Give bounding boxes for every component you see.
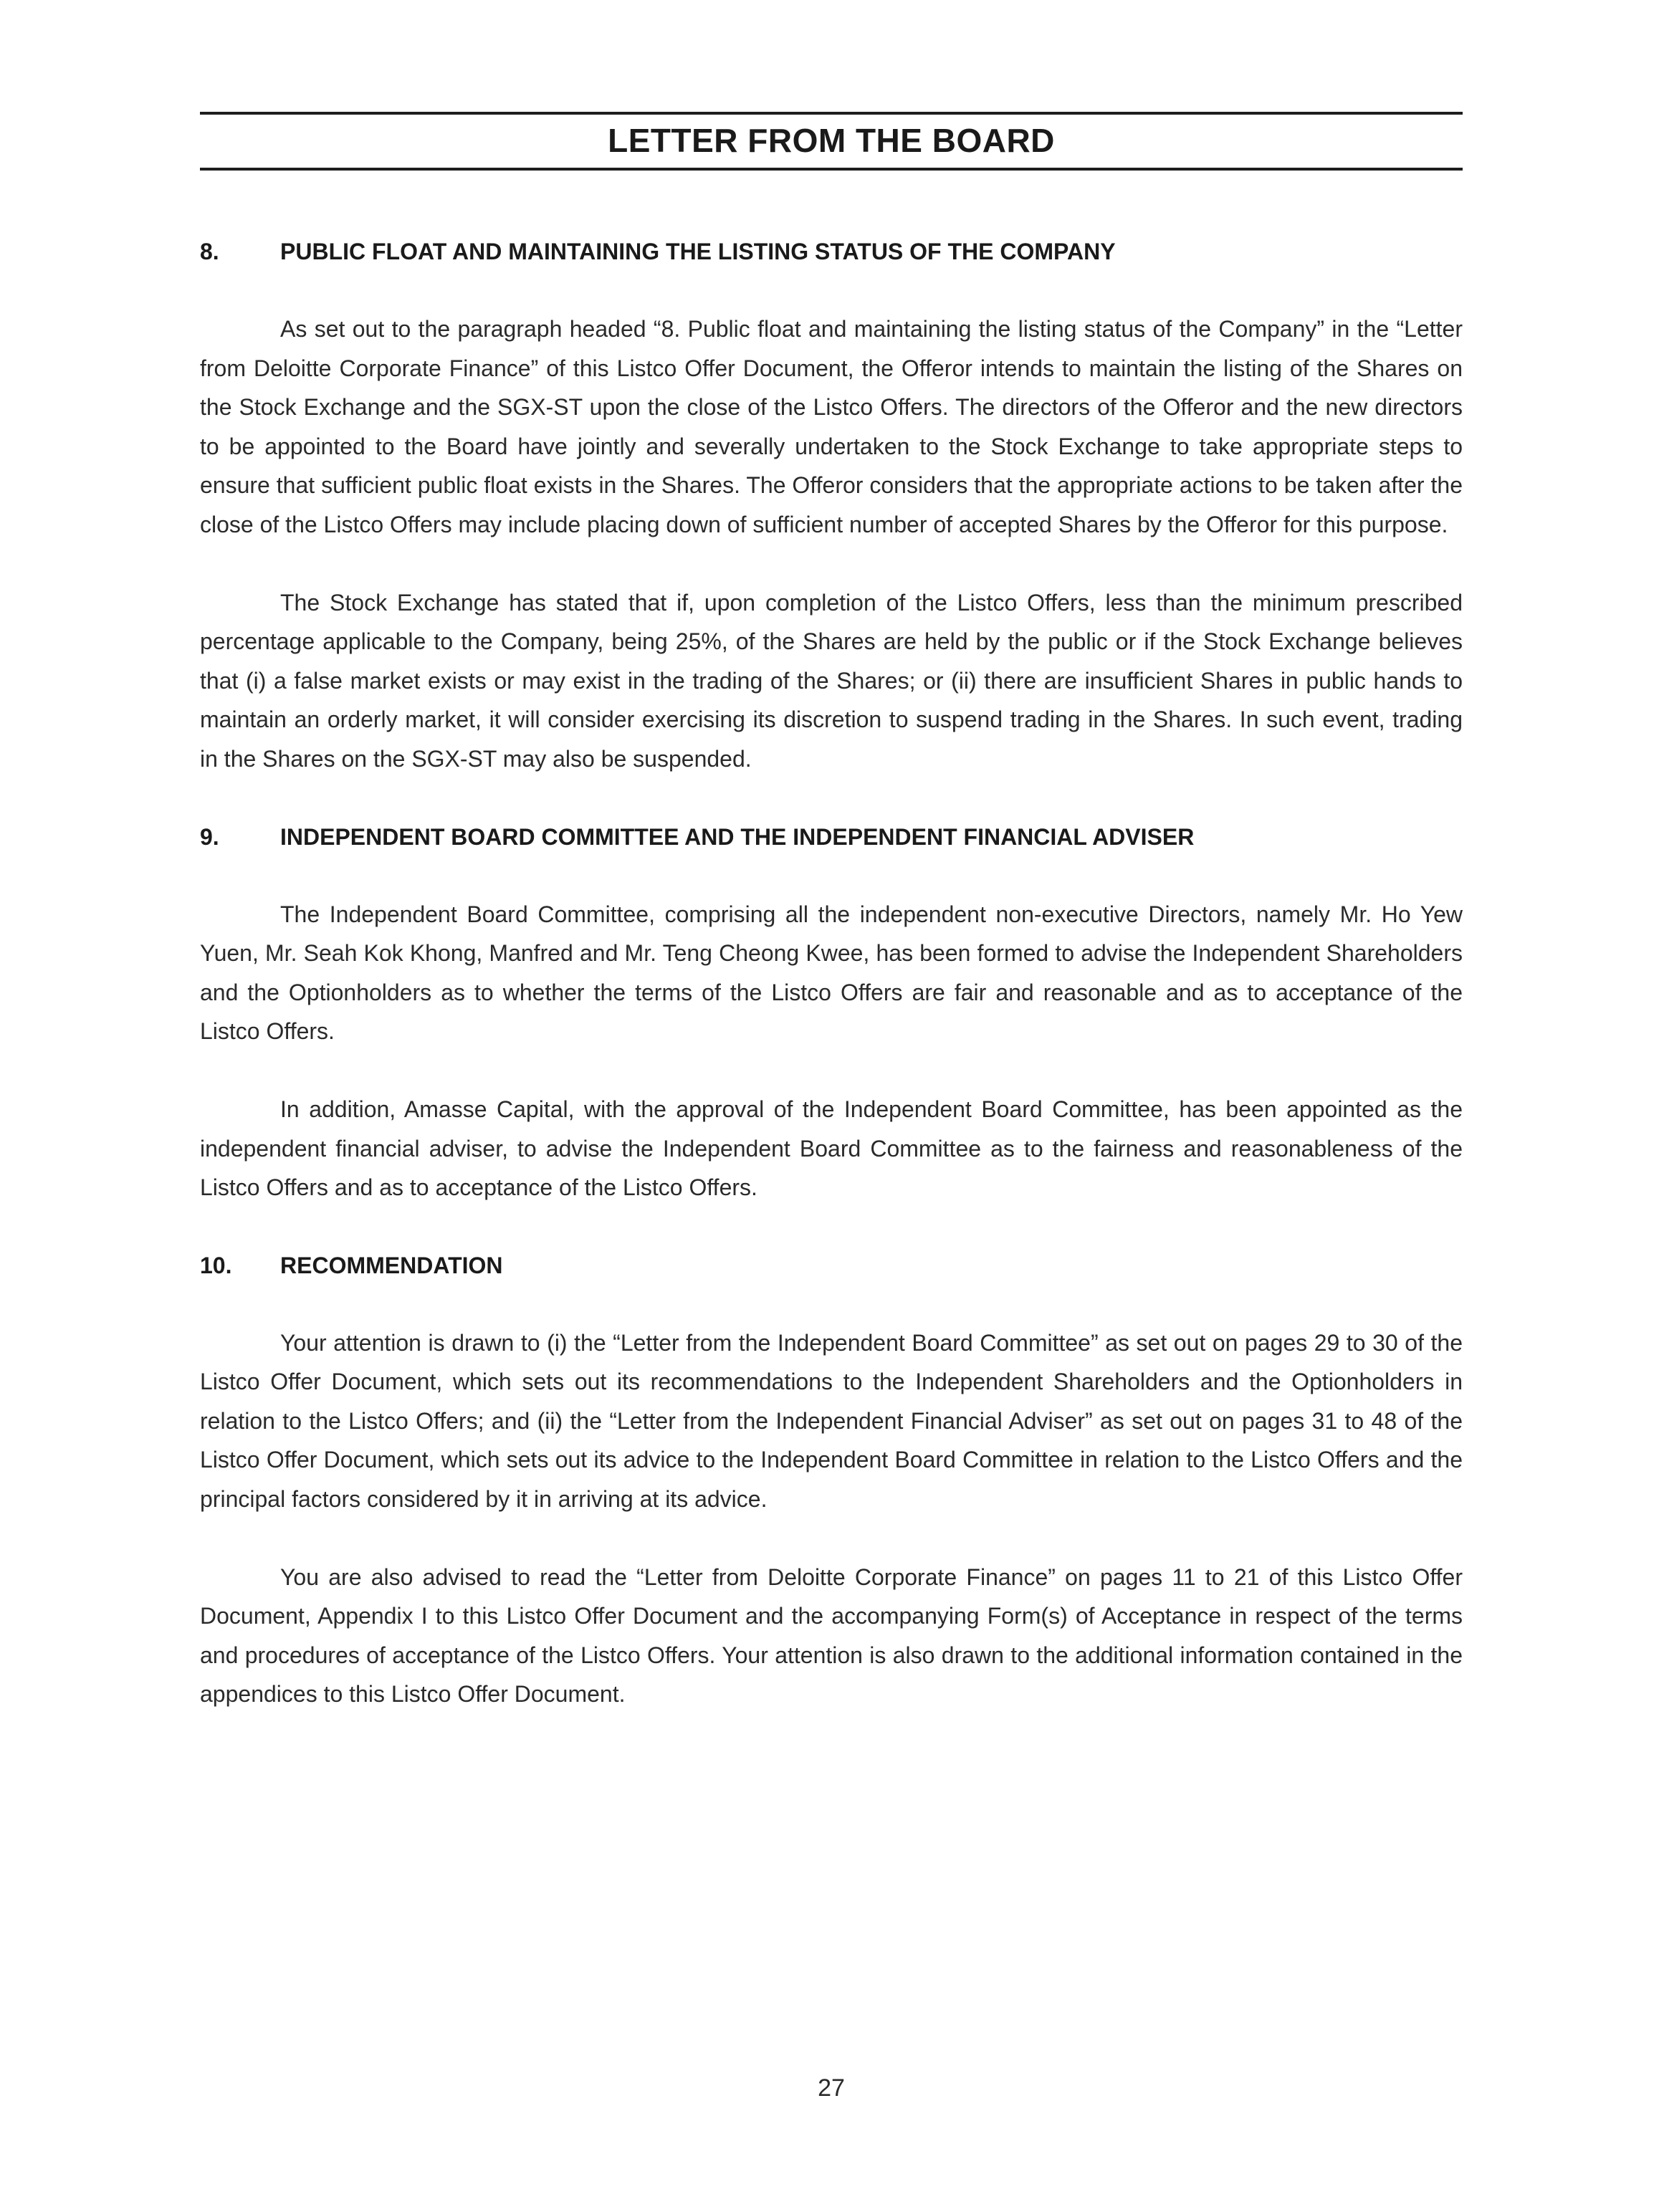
section-9-heading [200, 818, 1463, 856]
paragraph: In addition, Amasse Capital, with the approval of the Independent Board Committee, has been appointed as the independent financial adviser, to advise the Independent Board Committee as to the fairness and reasonableness of the Listco Offers and as to acceptance of the Listco Offers. [200, 1096, 1463, 1201]
paragraph: As set out to the paragraph headed “8. Public float and maintaining the listing status of the Company” in the “Letter from Deloitte Corporate Finance” of this Listco Offer Document, the Offeror intends to maintain the listing of the Shares on the Stock Exchange and the SGX-ST upon the close of the Listco Offers. The directors of the Offeror and the new directors to be appointed to the Board have jointly and severally undertaken to the Stock Exchange to take appropriate steps to ensure that sufficient public float exists in the Shares. The Offeror considers that the appropriate actions to be taken after the close of the Listco Offers may include placing down of sufficient number of accepted Shares by the Offeror for this purpose. [200, 316, 1463, 537]
paragraph: Your attention is drawn to (i) the “Letter from the Independent Board Committee” as set out on pages 29 to 30 of the Listco Offer Document, which sets out its recommendations to the Independent Shareholders and the Optionholders in relation to the Listco Offers; and (ii) the “Letter from the Independent Financial Adviser” as set out on pages 31 to 48 of the Listco Offer Document, which sets out its advice to the Independent Board Committee in relation to the Listco Offers and the principal factors considered by it in arriving at its advice. [200, 1329, 1463, 1513]
page-number: 27 [818, 2074, 845, 2102]
section-title: RECOMMENDATION [280, 1252, 503, 1278]
paragraph: You are also advised to read the “Letter from Deloitte Corporate Finance” on pages 11 to 21 of this Listco Offer Document, Appendix I to this Listco Offer Document and the accompanying Form(s) of Acceptance in respect of the terms and procedures of acceptance of the Listco Offers. Your attention is also drawn to the additional information contained in the appendices to this Listco Offer Document. [200, 1564, 1463, 1708]
section-number: 9. [200, 823, 219, 850]
section-number: 8. [200, 239, 219, 264]
page-title: LETTER FROM THE BOARD [608, 122, 1055, 159]
document-body [200, 232, 1463, 1714]
paragraph: The Stock Exchange has stated that if, upon completion of the Listco Offers, less than the minimum prescribed percentage applicable to the Company, being 25%, of the Shares are held by the public or if the Stock Exchange believes that (i) a false market exists or may exist in the trading of the Shares; or (ii) there are insufficient Shares in public hands to maintain an orderly market, it will consider exercising its discretion to suspend trading in the Shares. In such event, trading in the Shares on the SGX-ST may also be suspended. [200, 589, 1463, 772]
section-number: 10. [200, 1252, 232, 1278]
section-title: PUBLIC FLOAT AND MAINTAINING THE LISTING STATUS OF THE COMPANY [280, 239, 1116, 264]
section-8-heading [200, 232, 1463, 271]
section-title: INDEPENDENT BOARD COMMITTEE AND THE INDEPENDENT FINANCIAL ADVISER [280, 823, 1195, 850]
section-10-heading [200, 1246, 1463, 1285]
document-page [200, 0, 1463, 2212]
header-bottom-rule [200, 168, 1463, 171]
paragraph: The Independent Board Committee, comprising all the independent non-executive Directors, namely Mr. Ho Yew Yuen, Mr. Seah Kok Khong, Manfred and Mr. Teng Cheong Kwee, has been formed to advise the Independent Shareholders and the Optionholders as to whether the terms of the Listco Offers are fair and reasonable and as to acceptance of the Listco Offers. [200, 901, 1463, 1045]
header-top-rule [200, 112, 1463, 115]
